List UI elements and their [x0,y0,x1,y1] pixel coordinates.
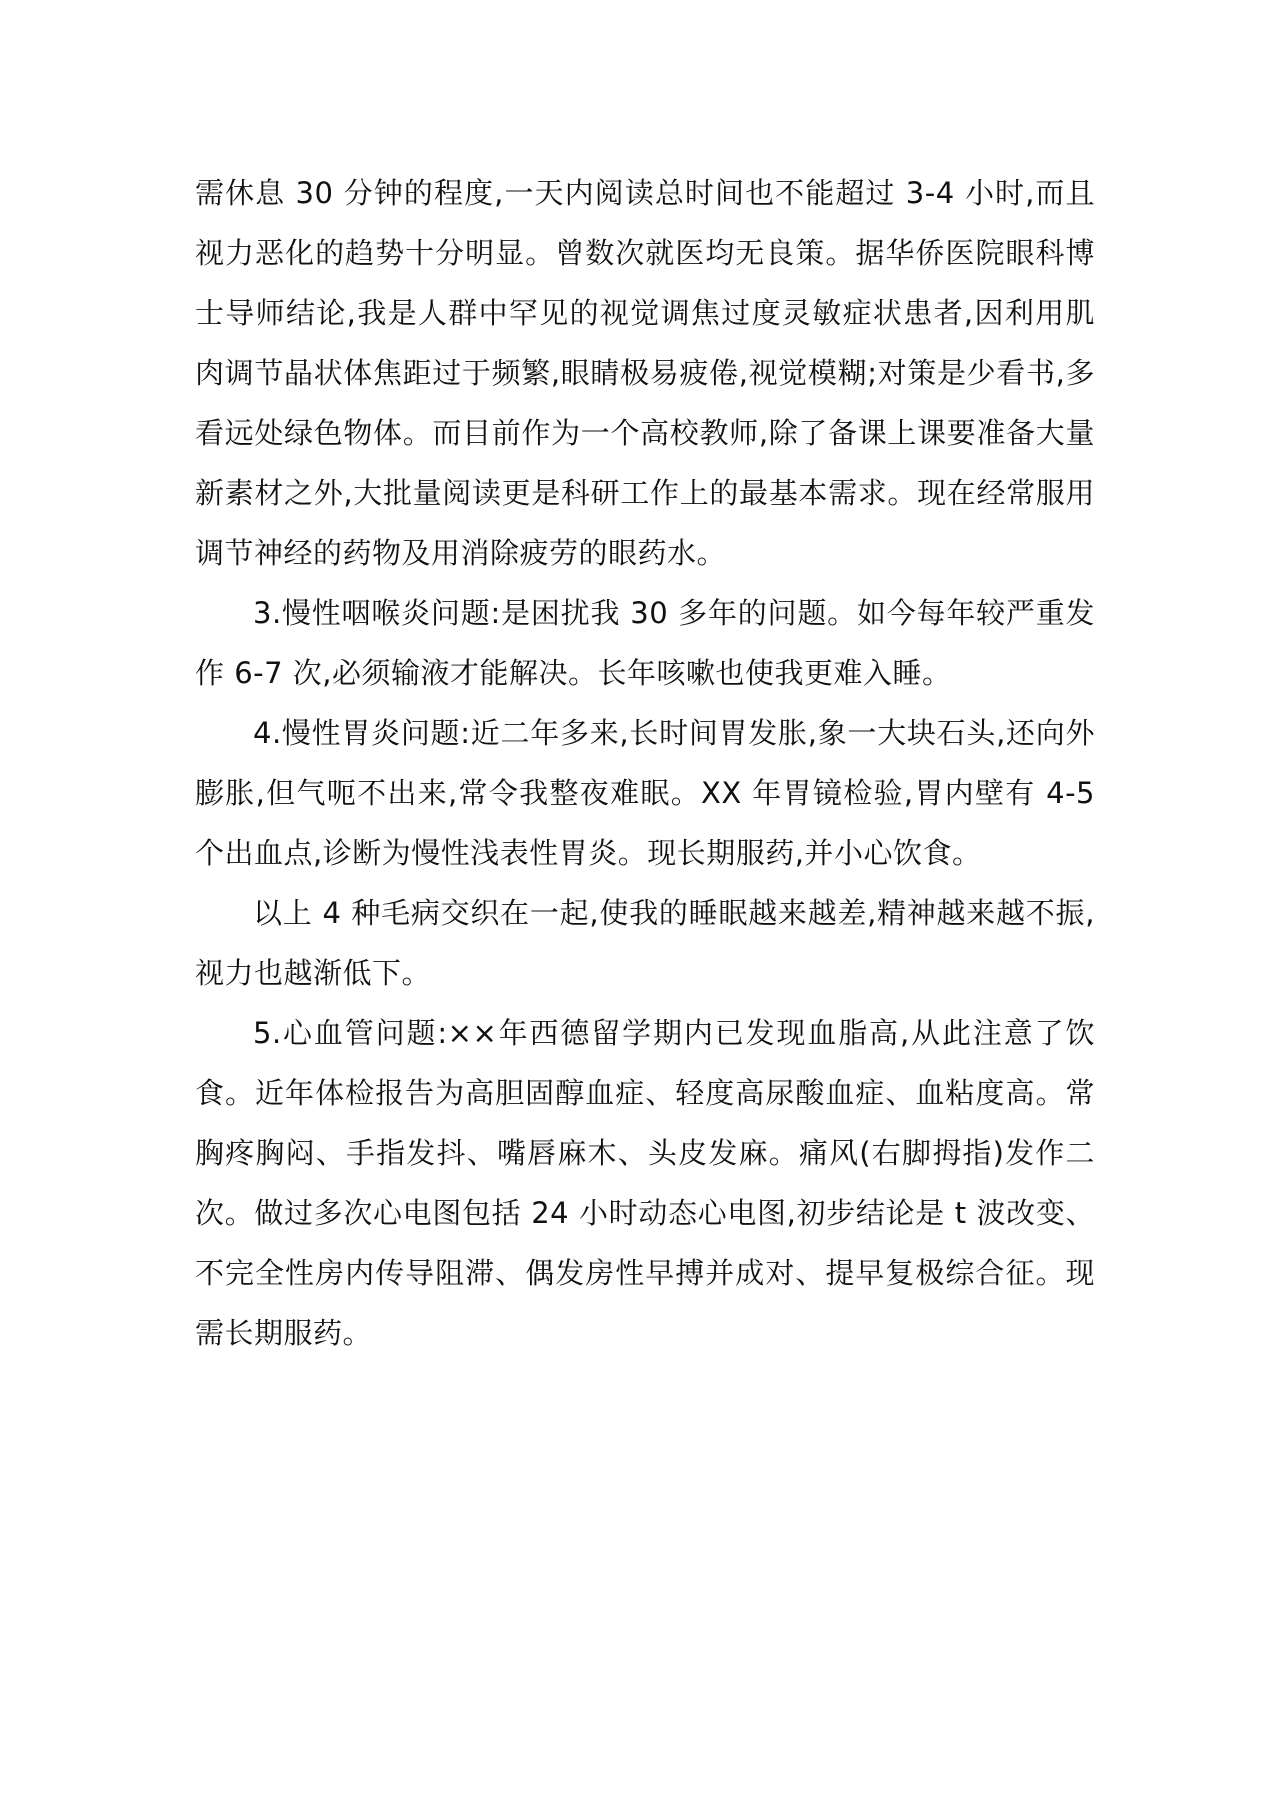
document-body [195,163,1095,1363]
paragraph-chronic-gastritis: 4.慢性胃炎问题:近二年多来,长时间胃发胀,象一大块石头,还向外膨胀,但气呃不出来,常令我整夜难眠。XX 年胃镜检验,胃内壁有 4-5 个出血点,诊断为慢性浅表性胃炎。现长期服药,并小心饮食。 [195,716,1095,870]
paragraph-summary: 以上 4 种毛病交织在一起,使我的睡眠越来越差,精神越来越不振,视力也越渐低下。 [195,896,1095,990]
paragraph-cardiovascular: 5.心血管问题:××年西德留学期内已发现血脂高,从此注意了饮食。近年体检报告为高胆固醇血症、轻度高尿酸血症、血粘度高。常胸疼胸闷、手指发抖、嘴唇麻木、头皮发麻。痛风(右脚拇指)发作二次。做过多次心电图包括 24 小时动态心电图,初步结论是 t 波改变、不完全性房内传导阻滞、偶发房性早搏并成对、提早复极综合征。现需长期服药。 [195,1016,1095,1350]
paragraph-eye-condition: 需休息 30 分钟的程度,一天内阅读总时间也不能超过 3-4 小时,而且视力恶化的趋势十分明显。曾数次就医均无良策。据华侨医院眼科博士导师结论,我是人群中罕见的视觉调焦过度灵敏症状患者,因利用肌肉调节晶状体焦距过于频繁,眼睛极易疲倦,视觉模糊;对策是少看书,多看远处绿色物体。而目前作为一个高校教师,除了备课上课要准备大量新素材之外,大批量阅读更是科研工作上的最基本需求。现在经常服用调节神经的药物及用消除疲劳的眼药水。 [195,176,1095,570]
paragraph-chronic-pharyngitis: 3.慢性咽喉炎问题:是困扰我 30 多年的问题。如今每年较严重发作 6-7 次,必须输液才能解决。长年咳嗽也使我更难入睡。 [195,596,1095,690]
